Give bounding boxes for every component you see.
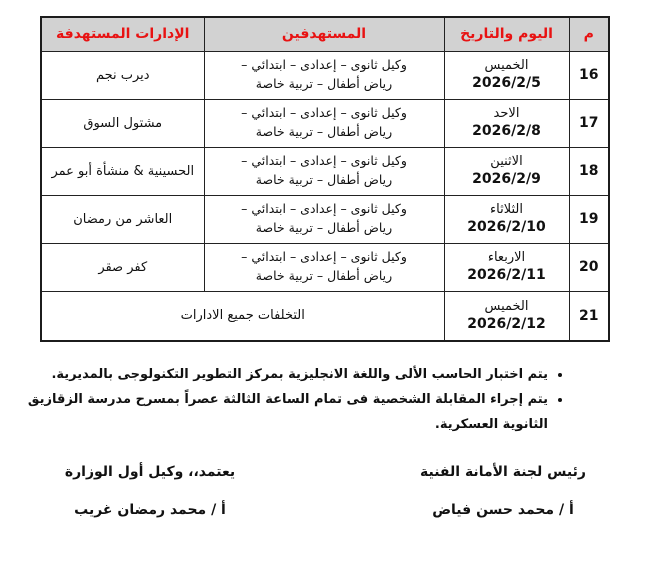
targets-line: وكيل ثانوى – إعدادى – ابتدائي – xyxy=(241,201,407,217)
header-cell-day-date: اليوم والتاريخ xyxy=(444,17,569,51)
notes-list xyxy=(25,362,590,437)
targets-line: رياض أطفال – تربية خاصة xyxy=(255,220,393,235)
header-row xyxy=(41,17,609,51)
schedule-table xyxy=(40,16,610,342)
row-number-cell: 20 xyxy=(569,243,609,291)
day-name: الخميس xyxy=(484,58,529,74)
targets-line: رياض أطفال – تربية خاصة xyxy=(255,268,393,283)
schedule-table-header xyxy=(41,17,609,51)
schedule-table-body xyxy=(41,51,609,341)
table-row xyxy=(41,243,609,291)
signature-right-title: رئيس لجنة الأمانة الفنية xyxy=(420,464,586,480)
header-cell-number: م xyxy=(569,17,609,51)
row-number-cell: 18 xyxy=(569,147,609,195)
targets-cell xyxy=(204,243,444,291)
day-name: الاثنين xyxy=(490,154,523,170)
signature-right-name: أ / محمد حسن فياض xyxy=(432,502,574,518)
note-item: • يتم اختبار الحاسب الألى واللغة الانجليزية بمركز التطوير التكنولوجى بالمديرية. xyxy=(25,362,548,387)
day-date-cell xyxy=(444,195,569,243)
note-item: • يتم إجراء المقابلة الشخصية فى تمام الساعة الثالثة عصراً بمسرح مدرسة الزقازيق الثانوية العسكرية. xyxy=(25,387,548,437)
day-date-cell xyxy=(444,243,569,291)
row-number-cell: 16 xyxy=(569,51,609,99)
day-date-cell xyxy=(444,291,569,341)
table-row xyxy=(41,99,609,147)
date-value: 2026/2/9 xyxy=(472,171,541,188)
targets-line: وكيل ثانوى – إعدادى – ابتدائي – xyxy=(241,249,407,265)
table-row xyxy=(41,147,609,195)
targets-line: رياض أطفال – تربية خاصة xyxy=(255,76,393,91)
date-value: 2026/2/8 xyxy=(472,123,541,140)
day-name: الخميس xyxy=(484,299,529,315)
day-date-cell xyxy=(444,51,569,99)
department-cell: مشتول السوق xyxy=(41,99,204,147)
signature-left-name: أ / محمد رمضان غريب xyxy=(74,502,226,518)
row-number-cell: 19 xyxy=(569,195,609,243)
day-date-cell xyxy=(444,147,569,195)
row-number-cell: 17 xyxy=(569,99,609,147)
merged-departments-cell: التخلفات جميع الادارات xyxy=(41,291,444,341)
department-cell: ديرب نجم xyxy=(41,51,204,99)
day-name: الاربعاء xyxy=(487,250,526,266)
targets-line: وكيل ثانوى – إعدادى – ابتدائي – xyxy=(241,105,407,121)
targets-cell xyxy=(204,51,444,99)
targets-line: رياض أطفال – تربية خاصة xyxy=(255,124,393,139)
date-value: 2026/2/12 xyxy=(467,315,546,332)
department-cell: كفر صقر xyxy=(41,243,204,291)
date-value: 2026/2/5 xyxy=(472,75,541,92)
targets-line: وكيل ثانوى – إعدادى – ابتدائي – xyxy=(241,57,407,73)
date-value: 2026/2/11 xyxy=(467,267,546,284)
department-cell: العاشر من رمضان xyxy=(41,195,204,243)
targets-line: وكيل ثانوى – إعدادى – ابتدائي – xyxy=(241,153,407,169)
date-value: 2026/2/10 xyxy=(467,219,546,236)
signature-left-title: يعتمد،، وكيل أول الوزارة xyxy=(64,464,236,480)
day-name: الاحد xyxy=(493,106,520,122)
table-row xyxy=(41,291,609,341)
department-cell: الحسينية & منشأة أبو عمر xyxy=(41,147,204,195)
row-number-cell: 21 xyxy=(569,291,609,341)
signature-block-right xyxy=(413,464,593,518)
targets-line: رياض أطفال – تربية خاصة xyxy=(255,172,393,187)
table-row xyxy=(41,51,609,99)
header-cell-targets: المستهدفين xyxy=(204,17,444,51)
day-date-cell xyxy=(444,99,569,147)
day-name: الثلاثاء xyxy=(490,202,523,218)
header-cell-departments: الإدارات المستهدفة xyxy=(41,17,204,51)
targets-cell xyxy=(204,99,444,147)
signature-block-left xyxy=(60,464,240,518)
targets-cell xyxy=(204,147,444,195)
targets-cell xyxy=(204,195,444,243)
table-row xyxy=(41,195,609,243)
